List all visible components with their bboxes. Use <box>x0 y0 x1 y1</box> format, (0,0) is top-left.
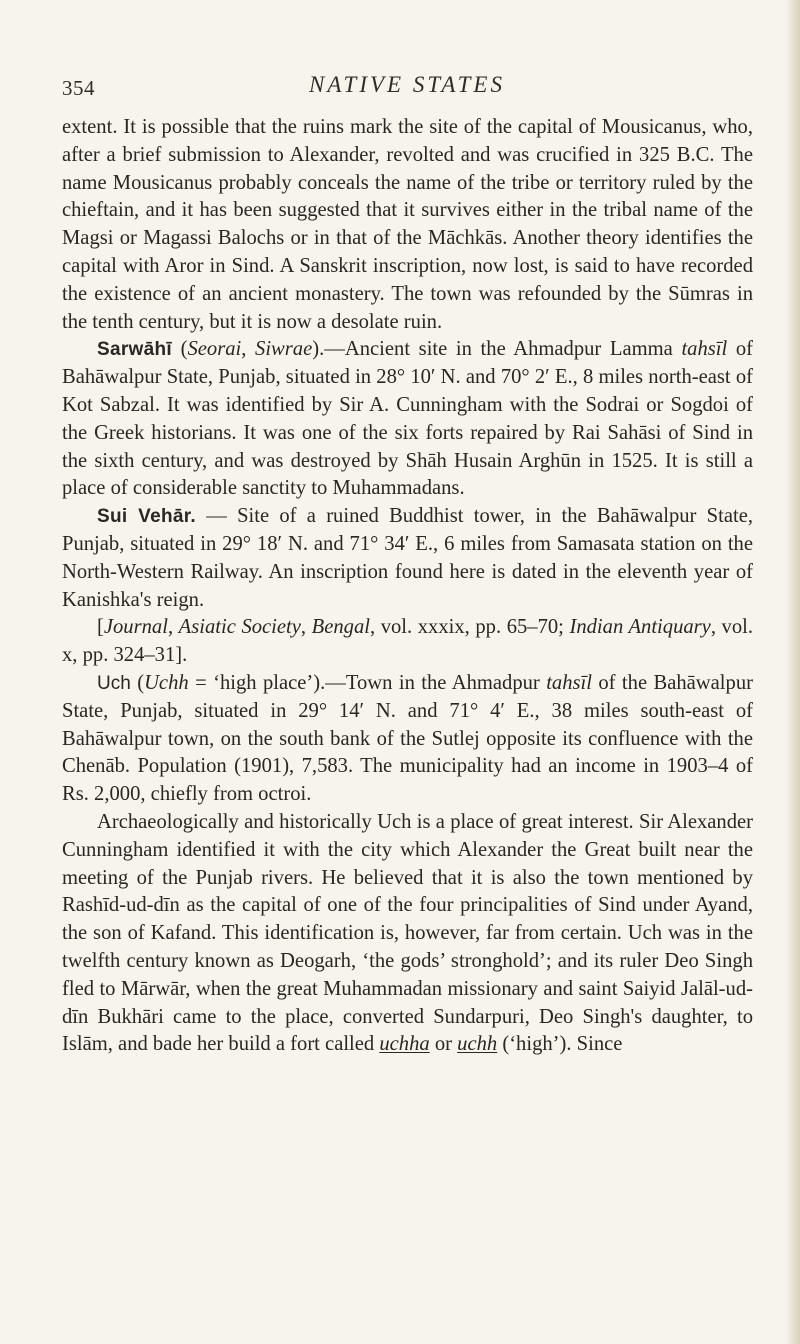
citation-antiquary: Indian Antiquary <box>569 616 711 639</box>
citation-journal: Journal <box>103 616 168 639</box>
entry-text: of the Bahāwalpur State, Punjab, situated in 29° 14′ N. and 71° 4′ E., 38 miles south-east of Bahāwalpur town, on the south bank of the Sutlej opposite its confluence with the Chenāb. Population (1901), 7,583. The municipality had an income in 1903–4 of Rs. 2,000, chiefly from octroi. <box>62 671 753 806</box>
entry-headword: Uch <box>97 672 131 694</box>
entry-uch <box>62 670 753 809</box>
separator: , <box>241 338 256 361</box>
separator: , <box>300 616 312 639</box>
page-edge-shadow <box>786 0 800 1344</box>
entry-text: of Bahāwalpur State, Punjab, situated in 28° 10′ N. and 70° 2′ E., 8 miles north-east of Kot Sabzal. It was identified by Sir A. Cunningham with the Sodrai or Sogdoi of the Greek historians. It was one of the six forts repaired by Rai Sahāsi of Sind in the sixth century, and was destroyed by Shāh Husain Arghūn in 1525. It is still a place of considerable sanctity to Muhammadans. <box>62 338 754 500</box>
paren-open: ( <box>130 671 145 694</box>
reference-citation <box>62 614 753 670</box>
citation-society: Asiatic Society <box>178 616 301 639</box>
conjunction: or <box>429 1033 458 1056</box>
entry-headword: Sui Vehār. <box>97 506 196 528</box>
alt-name: Siwrae <box>255 338 313 361</box>
entry-text: —Town in the Ahmadpur <box>325 671 547 694</box>
gloss: = ‘high place’). <box>188 671 326 694</box>
body-text <box>62 114 753 1059</box>
separator: , <box>167 616 179 639</box>
term-tahsil: tahsīl <box>546 671 592 694</box>
paren-open: ( <box>171 338 188 361</box>
paragraph-text: extent. It is possible that the ruins mark the site of the capital of Mousicanus, who, after a brief submission to Alexander, revolted and was crucified in 325 B.C. The name Mousicanus probably conceals the name of the tribe or territory ruled by the chieftain, and it has been suggested that it survives either in the tribal name of the Magsi or Magassi Balochs or in that of the Māchkās. Another theory identifies the capital with Aror in Sind. A Sanskrit inscription, now lost, is said to have recorded the existence of an ancient monastery. The town was refounded by the Sūmras in the tenth century, but it is now a desolate ruin. <box>62 116 753 333</box>
entry-headword: Sarwāhī <box>97 339 172 361</box>
paragraph-text: Archaeologically and historically Uch is a place of great interest. Sir Alexander Cunningham identified it with the city which Alexander the Great built near the meeting of the Punjab rivers. He believed that it is also the town mentioned by Rashīd-ud-dīn as the capital of one of the four principalities of Sind under Ayand, the son of Kafand. This identification is, however, far from certain. Uch was in the twelfth century known as Deogarh, ‘the gods’ stronghold’; and its ruler Deo Singh fled to Mārwār, when the great Muhammadan missionary and saint Saiyid Jalāl-ud-dīn Bukhāri came to the place, converted Sundarpuri, Deo Singh's daughter, to Islām, and bade her build a fort called <box>62 810 753 1056</box>
bracket-open: [ <box>97 616 104 639</box>
entry-sarwahi <box>62 336 753 503</box>
entry-text: —Ancient site in the Ahmadpur Lamma <box>324 338 682 361</box>
running-title: NATIVE STATES <box>309 72 505 97</box>
term-uchh: uchh <box>457 1033 498 1056</box>
citation-text: , vol. xxxix, pp. 65–70; <box>369 616 570 639</box>
paren-close: ). <box>312 338 325 361</box>
entry-sui-vehar <box>62 503 753 614</box>
paragraph-text: (‘high’). Since <box>497 1033 623 1056</box>
page-header <box>62 72 752 108</box>
term-uchha: uchha <box>379 1033 430 1056</box>
paragraph-archaeology <box>62 809 753 1059</box>
paragraph-mousicanus <box>62 114 753 336</box>
entry-text: — Site of a ruined Buddhist tower, in the Bahāwalpur State, Punjab, situated in 29° 18′ N. and 71° 34′ E., 6 miles from Samasata station on the North-Western Railway. An inscription found here is dated in the eleventh year of Kanishka's reign. <box>62 505 753 611</box>
alt-name: Seorai <box>187 338 242 361</box>
alt-name: Uchh <box>144 671 189 694</box>
citation-text: , vol. x, pp. 324–31]. <box>62 616 754 667</box>
page-number: 354 <box>62 76 95 100</box>
term-tahsil: tahsīl <box>681 338 728 361</box>
citation-bengal: Bengal <box>311 616 370 639</box>
